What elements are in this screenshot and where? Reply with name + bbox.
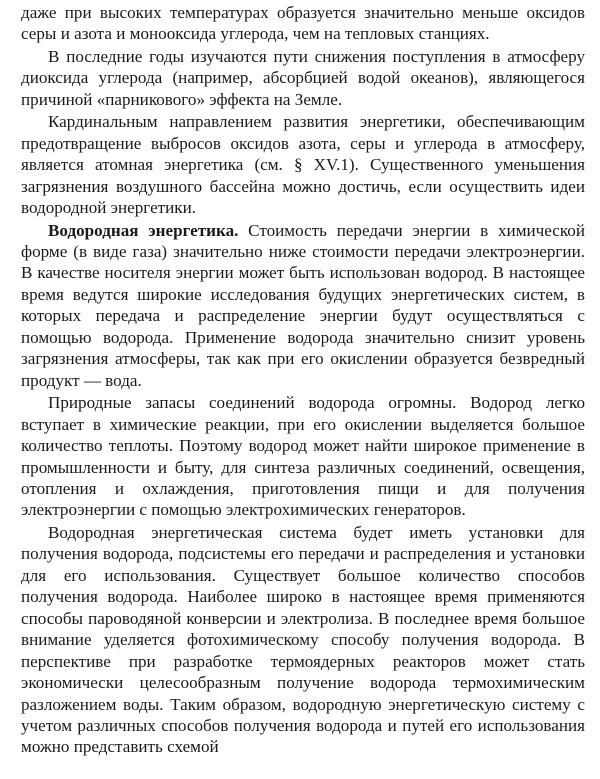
paragraph-2 bbox=[21, 46, 585, 110]
paragraph-1-text: даже при высоких температурах образуется значительно меньше оксидов серы и азота и монооксида углерода, чем на тепловых станциях. bbox=[21, 3, 585, 44]
paragraph-2-text: В последние годы изучаются пути снижения поступления в атмосферу диоксида углерода (например, абсорбцией водой океанов), являющегося причиной «парникового» эффекта на Земле. bbox=[21, 46, 585, 109]
paragraph-5 bbox=[21, 392, 585, 521]
paragraph-4 bbox=[21, 220, 585, 392]
paragraph-3 bbox=[21, 111, 585, 218]
paragraph-5-text: Природные запасы соединений водорода огромны. Водород легко вступает в химические реакции, при его окислении выделяется большое количество теплоты. Поэтому водород может найти широкое применение в промышленности и быту, для синтеза различных соединений, освещения, отопления и охлаждения, приготовления пищи и для получения электроэнергии с помощью электрохимических генераторов. bbox=[21, 393, 585, 520]
paragraph-1 bbox=[21, 2, 585, 45]
document-page bbox=[21, 2, 585, 758]
paragraph-3-text: Кардинальным направлением развития энергетики, обеспечивающим предотвращение выбросов оксидов азота, серы и углерода в атмосферу, является атомная энергетика (см. § XV.1). Существенного уменьшения загрязнения воздушного бассейна можно достичь, если осуществить идеи водородной энергетики. bbox=[21, 112, 585, 218]
paragraph-6-text: Водородная энергетическая система будет иметь установки для получения водорода, подсистемы его передачи и распределения и установки для его использования. Существует большое количество способов получения водорода. Наиболее широко в настоящее время применяются способы пароводяной конверсии и электролиза. В последнее время большое внимание уделяется фотохимическому способу получения водорода. В перспективе при разработке термоядерных реакторов может стать экономически целесообразным получение водорода термохимическим разложением воды. Таким образом, водородную энергетическую систему с учетом различных способов получения водорода и путей его использования можно представить схемой bbox=[21, 522, 585, 757]
paragraph-6 bbox=[21, 522, 585, 758]
paragraph-4-text: Стоимость передачи энергии в химической форме (в виде газа) значительно ниже стоимости передачи электроэнергии. В качестве носителя энергии может быть использован водород. В настоящее время ведутся широкие исследования будущих энергетических систем, в которых передача и распределение энергии будут осуществляться с помощью водорода. Применение водорода значительно снизит уровень загрязнения атмосферы, так как при его окислении образуется безвредный продукт — вода. bbox=[21, 220, 585, 390]
section-heading: Водородная энергетика. bbox=[48, 220, 239, 240]
